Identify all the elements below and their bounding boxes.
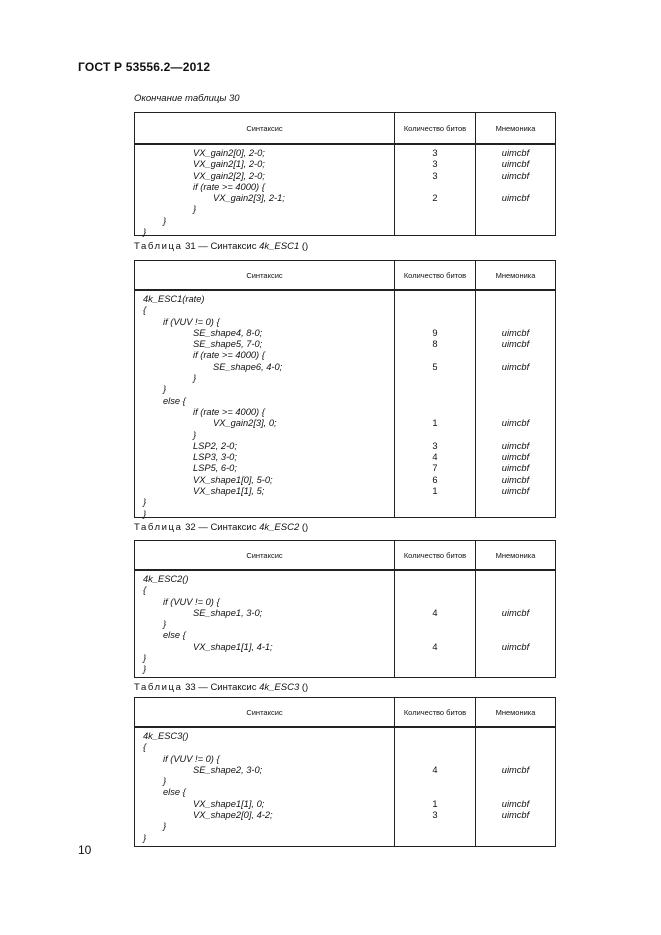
mnemonic-cell: uimcbf (501, 486, 530, 497)
syntax-line: VX_shape1[1], 0; (193, 798, 265, 809)
bits-column (395, 291, 476, 517)
bits-cell (395, 754, 475, 765)
column-header-mnemonic: Мнемоника (495, 707, 536, 717)
mnemonic-cell (476, 350, 555, 361)
bits-cell (395, 787, 475, 798)
syntax-line: { (143, 742, 147, 753)
syntax-column (135, 145, 395, 238)
bits-cell (395, 430, 475, 441)
mnemonic-cell (476, 216, 555, 227)
mnemonic-cell: uimcbf (501, 440, 530, 451)
syntax-table-30 (134, 112, 556, 236)
column-header-syntax: Синтаксис (135, 698, 395, 726)
bits-cell: 1 (432, 418, 438, 429)
syntax-line: VX_shape2[0], 4-2; (193, 810, 273, 821)
column-header-bits: Количество битов (395, 261, 476, 289)
bits-cell (395, 396, 475, 407)
syntax-line: VX_shape1[1], 4-1; (193, 641, 273, 652)
caption-text: 31 — Синтаксис (185, 241, 257, 252)
mnemonic-cell (476, 821, 555, 832)
column-header-bits: Количество битов (395, 541, 476, 569)
caption-label: Таблица (134, 241, 183, 252)
mnemonic-cell: uimcbf (501, 361, 530, 372)
table-31-caption (134, 241, 308, 252)
mnemonic-cell: uimcbf (501, 798, 530, 809)
table-32-caption (134, 522, 308, 533)
bits-cell (395, 653, 475, 664)
syntax-line: VX_gain2[3], 2-1; (213, 193, 285, 204)
bits-cell (395, 509, 475, 520)
syntax-line: SE_shape2, 3-0; (193, 764, 263, 775)
mnemonic-cell (476, 664, 555, 675)
caption-function: 4k_ESC1 (259, 241, 300, 252)
syntax-line: } (143, 508, 147, 519)
bits-cell (395, 294, 475, 305)
bits-column (395, 728, 476, 846)
table-30-caption: Окончание таблицы 30 (134, 93, 240, 104)
syntax-line: if (rate >= 4000) { (193, 181, 265, 192)
syntax-line: 4k_ESC3() (143, 731, 189, 741)
syntax-line: VX_gain2[2], 2-0; (193, 170, 265, 181)
syntax-line: 4k_ESC2() (143, 574, 189, 584)
bits-cell: 5 (432, 361, 438, 372)
bits-cell (395, 407, 475, 418)
mnemonic-column (476, 145, 555, 235)
mnemonic-cell (476, 731, 555, 742)
column-header-bits: Количество битов (395, 698, 476, 726)
bits-cell: 8 (432, 339, 438, 350)
mnemonic-cell: uimcbf (501, 148, 530, 158)
mnemonic-cell (476, 742, 555, 753)
bits-cell: 3 (432, 810, 438, 821)
bits-cell (395, 204, 475, 215)
mnemonic-cell: uimcbf (501, 810, 530, 821)
syntax-line: } (163, 776, 167, 787)
bits-column (395, 571, 476, 677)
bits-cell (395, 227, 475, 238)
mnemonic-cell: uimcbf (501, 339, 530, 350)
bits-cell: 9 (432, 327, 438, 338)
caption-parens: () (301, 682, 309, 693)
bits-cell (395, 821, 475, 832)
page-number: 10 (78, 843, 92, 857)
mnemonic-column (476, 728, 555, 846)
mnemonic-cell: uimcbf (501, 474, 530, 485)
mnemonic-cell (476, 182, 555, 193)
mnemonic-cell (476, 653, 555, 664)
syntax-line: if (VUV != 0) { (163, 753, 220, 764)
column-header-mnemonic: Мнемоника (495, 270, 536, 280)
bits-cell (395, 574, 475, 585)
syntax-line: } (163, 619, 167, 630)
table-body (135, 145, 555, 238)
mnemonic-cell: uimcbf (501, 170, 530, 181)
caption-parens: () (301, 522, 309, 533)
document-header: ГОСТ Р 53556.2—2012 (78, 60, 211, 74)
caption-text: 33 — Синтаксис (185, 682, 257, 693)
mnemonic-cell (476, 776, 555, 787)
bits-cell (395, 597, 475, 608)
caption-label: Таблица (134, 522, 183, 533)
mnemonic-cell: uimcbf (501, 159, 530, 170)
mnemonic-cell (476, 396, 555, 407)
bits-cell: 1 (432, 798, 438, 809)
syntax-table-32 (134, 540, 556, 678)
mnemonic-cell: uimcbf (501, 641, 530, 652)
table-header (135, 261, 555, 291)
mnemonic-cell: uimcbf (501, 452, 530, 463)
mnemonic-cell (476, 227, 555, 238)
table-body (135, 728, 555, 846)
bits-cell (395, 317, 475, 328)
bits-cell: 4 (432, 452, 438, 463)
caption-function: 4k_ESC3 (259, 682, 300, 693)
mnemonic-cell (476, 384, 555, 395)
caption-parens: () (301, 241, 309, 252)
syntax-line: else { (163, 395, 186, 406)
column-header-syntax: Синтаксис (135, 113, 395, 143)
syntax-line: LSP2, 2-0; (193, 440, 237, 451)
bits-cell (395, 742, 475, 753)
syntax-line: { (143, 305, 147, 316)
mnemonic-cell (476, 787, 555, 798)
mnemonic-cell (476, 754, 555, 765)
column-header-mnemonic: Мнемоника (495, 123, 536, 133)
syntax-line: 4k_ESC1(rate) (143, 294, 205, 304)
mnemonic-cell (476, 204, 555, 215)
mnemonic-cell (476, 630, 555, 641)
syntax-line: } (163, 384, 167, 395)
mnemonic-cell: uimcbf (501, 327, 530, 338)
bits-cell (395, 630, 475, 641)
syntax-column (135, 728, 395, 846)
bits-column (395, 145, 476, 235)
column-header-syntax: Синтаксис (135, 541, 395, 569)
column-header-syntax: Синтаксис (135, 261, 395, 289)
bits-cell (395, 619, 475, 630)
mnemonic-cell (476, 294, 555, 305)
syntax-line: } (143, 497, 147, 508)
mnemonic-cell (476, 585, 555, 596)
table-header (135, 113, 555, 145)
mnemonic-cell (476, 574, 555, 585)
caption-function: 4k_ESC2 (259, 522, 300, 533)
bits-cell: 3 (432, 148, 438, 158)
syntax-table-33 (134, 697, 556, 847)
bits-cell (395, 776, 475, 787)
syntax-line: else { (163, 630, 186, 641)
table-header (135, 698, 555, 728)
syntax-line: SE_shape6, 4-0; (213, 361, 283, 372)
mnemonic-cell (476, 305, 555, 316)
mnemonic-cell: uimcbf (501, 418, 530, 429)
bits-cell: 4 (432, 641, 438, 652)
bits-cell (395, 182, 475, 193)
mnemonic-cell: uimcbf (501, 764, 530, 775)
syntax-line: if (VUV != 0) { (163, 596, 220, 607)
bits-cell: 6 (432, 474, 438, 485)
syntax-line: LSP5, 6-0; (193, 463, 237, 474)
syntax-line: VX_gain2[1], 2-0; (193, 159, 265, 170)
syntax-column (135, 571, 395, 677)
mnemonic-cell: uimcbf (501, 463, 530, 474)
mnemonic-cell: uimcbf (501, 607, 530, 618)
bits-cell: 3 (432, 440, 438, 451)
bits-cell (395, 373, 475, 384)
syntax-line: VX_gain2[3], 0; (213, 418, 277, 429)
mnemonic-cell (476, 373, 555, 384)
syntax-column (135, 291, 395, 517)
syntax-line: VX_shape1[1], 5; (193, 486, 265, 497)
syntax-line: if (rate >= 4000) { (193, 406, 265, 417)
caption-text: 32 — Синтаксис (185, 522, 257, 533)
table-header (135, 541, 555, 571)
bits-cell (395, 350, 475, 361)
bits-cell: 3 (432, 170, 438, 181)
bits-cell (395, 731, 475, 742)
bits-cell (395, 384, 475, 395)
bits-cell: 4 (432, 607, 438, 618)
table-33-caption (134, 682, 308, 693)
column-header-bits: Количество битов (395, 113, 476, 143)
bits-cell (395, 585, 475, 596)
syntax-line: SE_shape1, 3-0; (193, 607, 263, 618)
syntax-line: } (143, 653, 147, 664)
bits-cell (395, 497, 475, 508)
mnemonic-cell (476, 497, 555, 508)
mnemonic-cell (476, 407, 555, 418)
bits-cell: 1 (432, 486, 438, 497)
caption-label: Таблица (134, 682, 183, 693)
syntax-line: else { (163, 787, 186, 798)
mnemonic-column (476, 291, 555, 517)
table-body (135, 571, 555, 677)
syntax-line: if (VUV != 0) { (163, 316, 220, 327)
mnemonic-cell (476, 619, 555, 630)
mnemonic-cell (476, 317, 555, 328)
syntax-line: if (rate >= 4000) { (193, 350, 265, 361)
syntax-line: VX_gain2[0], 2-0; (193, 148, 265, 158)
syntax-line: LSP3, 3-0; (193, 452, 237, 463)
syntax-line: } (163, 215, 167, 226)
bits-cell (395, 305, 475, 316)
syntax-line: } (193, 429, 197, 440)
syntax-line: } (193, 204, 197, 215)
syntax-line: } (143, 664, 147, 675)
bits-cell: 7 (432, 463, 438, 474)
mnemonic-cell: uimcbf (501, 193, 530, 204)
mnemonic-cell (476, 430, 555, 441)
bits-cell (395, 664, 475, 675)
syntax-line: } (193, 373, 197, 384)
syntax-line: { (143, 585, 147, 596)
bits-cell: 3 (432, 159, 438, 170)
column-header-mnemonic: Мнемоника (495, 550, 536, 560)
syntax-line: SE_shape4, 8-0; (193, 327, 263, 338)
syntax-line: VX_shape1[0], 5-0; (193, 474, 273, 485)
syntax-line: SE_shape5, 7-0; (193, 339, 263, 350)
table-body (135, 291, 555, 517)
mnemonic-cell (476, 833, 555, 844)
syntax-line: } (143, 832, 147, 843)
mnemonic-cell (476, 597, 555, 608)
syntax-table-31 (134, 260, 556, 518)
mnemonic-column (476, 571, 555, 677)
bits-cell: 4 (432, 764, 438, 775)
mnemonic-cell (476, 509, 555, 520)
bits-cell (395, 833, 475, 844)
syntax-line: } (143, 227, 147, 238)
bits-cell (395, 216, 475, 227)
syntax-line: } (163, 821, 167, 832)
bits-cell: 2 (432, 193, 438, 204)
